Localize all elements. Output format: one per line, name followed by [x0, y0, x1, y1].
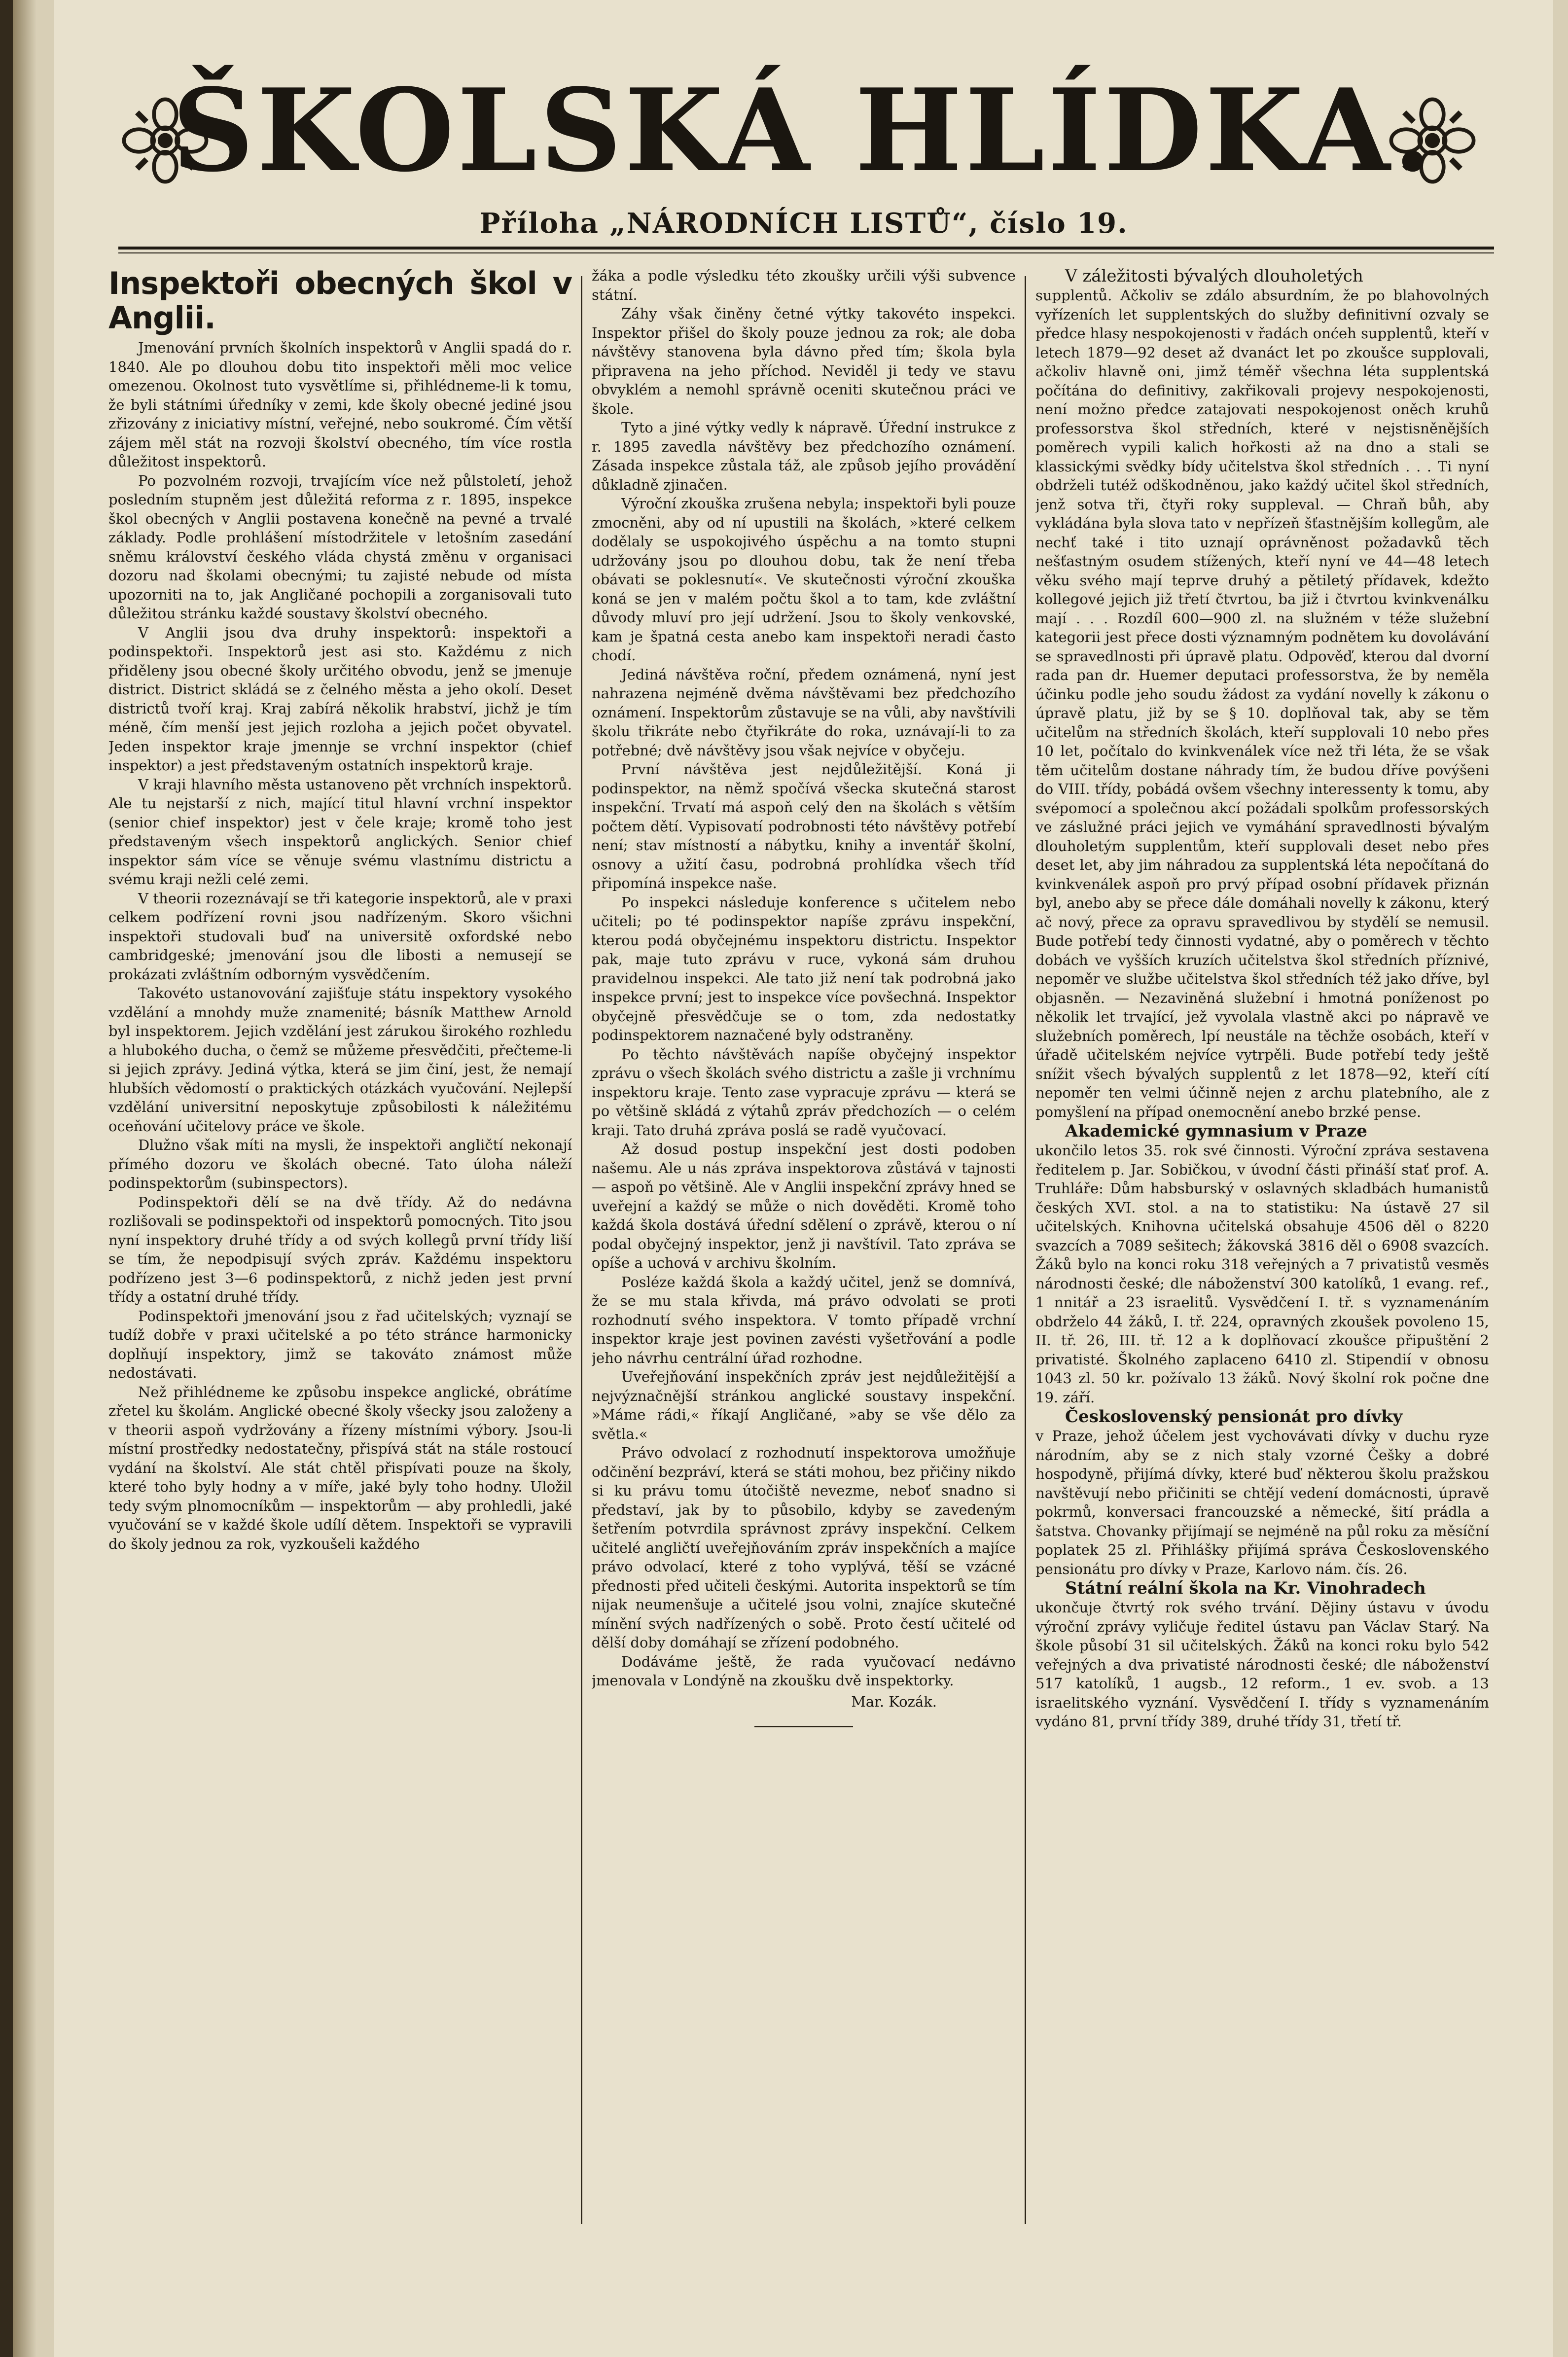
paragraph: Po inspekci následuje konference s učitelem nebo učiteli; po té podinspektor napíše zprávu inspekční, kterou podá obyčejnému inspektoru districtu. Inspektor pak, maje tuto zprávu v ruce, vykoná sám druhou pravidelnou inspekci. Ale tato již není tak podrobná jako inspekce první; jest to inspekce více povšechná. Inspektor obyčejně přesvědčuje se o tom, zda nedostatky podinspektorem naznačené byly odstraněny.	[592, 893, 1016, 1043]
paragraph: ukončuje čtvrtý rok svého trvání. Dějiny ústavu v úvodu výroční zprávy vyličuje ředitel ústavu pan Václav Starý. Na škole působí 31 sil učitelských. Žáků na konci roku bylo 542 veřejných a dva privatisté národnosti české; dle náboženství 517 katolíků, 1 augsb., 12 reform., 1 ev. svob. a 13 israelitského vyznání. Vysvědčení I. třídy s vyznamenáním vydáno 81, první třídy 389, druhé třídy 31, třetí tř.	[1035, 1599, 1489, 1730]
book-gutter	[13, 0, 36, 2357]
author-signature: Mar. Kozák.	[851, 1693, 937, 1710]
paragraph: Jmenování prvních školních inspektorů v Anglii spadá do r. 1840. Ale po dlouhou dobu tito inspektoři měli moc velice omezenou. Okolnost tuto vysvětlíme si, přihlédneme-li k tomu, že byli státními úředníky v zemi, kde školy obecné jediné jsou zřizovány z iniciativy místní, veřejné, nebo soukromé. Čím větší zájem měl stát na rozvoji školství obecného, tím více rostla důležitost inspektorů.	[108, 339, 572, 470]
paragraph: Posléze každá škola a každý učitel, jenž se domnívá, že se mu stala křivda, má právo odvolati se proti rozhodnutí svého inspektora. V tomto případě vrchní inspektor kraje jest povinen zavésti vyšetřování a podle jeho návrhu centrální úřad rozhodne.	[592, 1273, 1016, 1366]
paragraph: První návštěva jest nejdůležitější. Koná ji podinspektor, na němž spočívá všecka skutečná starost inspekční. Trvatí má aspoň celý den na školách s větším počtem dětí. Vypisovatí podrobnosti této návštěvy potřebí není; stav místností a nábytku, knihy a inventář školní, osnovy a užití času, podrobná prohlídka všech tříd připomíná inspekce naše.	[592, 761, 1016, 892]
paragraph: V theorii rozeznávají se tři kategorie inspektorů, ale v praxi celkem podřízení rovni jsou nadřízeným. Skoro všichni inspektoři studovali buď na universitě oxfordské nebo cambridgeské; jmenování jsou dle libosti a nemusejí se prokázati zvláštním odborným vysvědčením.	[108, 890, 572, 983]
column-divider	[581, 276, 582, 2224]
end-rule	[754, 1726, 853, 1727]
newspaper-title: ŠKOLSKÁ HLÍDKA.	[172, 64, 1436, 197]
paragraph: Podinspektoři dělí se na dvě třídy. Až do nedávna rozlišovali se podinspektoři od inspektorů pomocných. Tito jsou nyní inspektory druhé třídy a od svých kollegů první třídy liší se tím, že nepodpisují svých zpráv. Každému inspektoru podřízeno jest 3—6 podinspektorů, z nichž jeden jest první třídy a ostatní druhé třídy.	[108, 1193, 572, 1305]
paragraph: Záhy však činěny četné výtky takovéto inspekci. Inspektor přišel do školy pouze jednou za rok; ale doba návštěvy stanovena byla dávno před tím; škola byla připravena na jeho příchod. Neviděl ji tedy ve stavu obvyklém a nemohl správně oceniti skutečnou práci ve škole.	[592, 305, 1016, 417]
paragraph: v Praze, jehož účelem jest vychovávati dívky v duchu ryze národním, aby se z nich staly vzorné Češky a dobré hospodyně, přijímá dívky, které buď některou školu pražskou navštěvují nebo přičiniti se chtějí vedení domácnosti, úpravě pokrmů, konversaci francouzské a německé, šití prádla a šatstva. Chovanky přijímají se nejméně na půl roku za měsíční poplatek 25 zl. Přihlášky přijímá správa Československého pensionátu pro dívky v Praze, Karlovo nám. čís. 26.	[1035, 1428, 1489, 1577]
paragraph: Dodáváme ještě, že rada vyučovací nedávno jmenovala v Londýně na zkoušku dvě inspektorky.	[592, 1653, 1016, 1689]
supplement-line: Příloha „NÁRODNÍCH LISTŮ“, číslo 19.	[479, 207, 1128, 240]
newspaper-page	[54, 0, 1553, 2357]
column-3	[1035, 266, 1489, 2318]
column-1	[108, 266, 572, 2318]
section-heading: Akademické gymnasium v Praze	[1065, 1121, 1367, 1141]
paragraph: Po těchto návštěvách napíše obyčejný inspektor zprávu o všech školách svého districtu a zašle ji vrchnímu inspektoru kraje. Tento zase vypracuje zprávu — která se po většině skládá z výtahů zpráv předchozích — o celém kraji. Tato druhá zpráva poslá se radě vyučovací.	[592, 1045, 1016, 1139]
column-divider	[1025, 276, 1026, 2224]
masthead	[54, 64, 1553, 197]
paragraph: Jediná návštěva roční, předem oznámená, nyní jest nahrazena nejméně dvěma návštěvami bez předchozího oznámení. Inspektorům zůstavuje se na vůli, aby navštívili školu třikráte nebo čtyřikráte do roka, uznávají-li to za potřebné; dvě návštěvy jsou však nejvíce v obyčeju.	[592, 666, 1016, 759]
paragraph: Až dosud postup inspekční jest dosti podoben našemu. Ale u nás zpráva inspektorova zůstává v tajnosti — aspoň po většině. Ale v Anglii inspekční zprávy hned se uveřejní a každý se může o nich dověděti. Kromě toho každá škola dostává úřední sdělení o zprávě, kterou o ní podal obyčejný inspektor, jenž ji navštívil. Tato zpráva se opíše a uchová v archivu školním.	[592, 1141, 1016, 1271]
column-2	[592, 266, 1016, 2318]
paragraph: Takovéto ustanovování zajišťuje státu inspektory vysokého vzdělání a mnohdy muže znamenité; básník Matthew Arnold byl inspektorem. Jejich vzdělání jest zárukou širokého rozhledu a hlubokého ducha, o čemž se můžeme přesvědčiti, přečteme-li si jejich zprávy. Jediná výtka, která se jim činí, jest, že nemají hlubších vědomostí o praktických otázkách vyučování. Nejlepší vzdělání universitní neposkytuje způsobilosti k náležitému oceňování učitelovy práce ve škole.	[108, 985, 572, 1135]
paragraph: Právo odvolací z rozhodnutí inspektorova umožňuje odčinění bezpráví, která se státi mohou, bez přičiny nikdo si ku právu tomu útočiště nevezme, neboť snadno si představí, jak by to působilo, kdyby se zavedeným šetřením potvrdila správnost zprávy inspekční. Celkem učitelé angličtí uveřejňováním zpráv inspekčních a majíce právo odvolací, které z toho vyplývá, těší se vzácné přednosti před učiteli českými. Autorita inspektorů se tím nijak neumenšuje a učitelé jsou volni, znajíce skutečné mínění svých nadřízených o sobě. Proto čestí učitelé od dělší doby domáhají se zřízení podobného.	[592, 1444, 1016, 1651]
paragraph: V kraji hlavního města ustanoveno pět vrchních inspektorů. Ale tu nejstarší z nich, mající titul hlavní vrchní inspektor (senior chief inspektor) jest v čele kraje; kromě toho jest představeným všech inspektorů anglických. Senior chief inspektor sám více se věnuje svému vlastnímu districtu a svému kraji nežli celé zemi.	[108, 776, 572, 888]
paragraph: Tyto a jiné výtky vedly k nápravě. Úřední instrukce z r. 1895 zavedla návštěvy bez předchozího oznámení. Zásada inspekce zůstala táž, ale způsob jejího provádění důkladně zjinačen.	[592, 419, 1016, 493]
section-heading: V záležitosti bývalých dlouholetých	[1065, 266, 1363, 286]
book-spine-shadow	[0, 0, 13, 2357]
section-heading: Státní reální škola na Kr. Vinohradech	[1065, 1578, 1426, 1598]
paragraph: supplentů. Ačkoliv se zdálo absurdním, že po blahovolných vyřízeních let supplentských do služby definitivní ozvaly se předce hlasy nespokojenosti v řadách onćeh supplentů, kteří v letech 1879—92 deset až dvanáct let po zkoušce supplovali, ačkoliv hlavně oni, jimž téměř všechna léta supplentská počítána do definitivy, zakřikovali projevy nespokojenosti, není možno předce zatajovati nespokojenost oněch kruhů professorstva škol středních, které v nejstisněnějších poměrech vypili kalich hořkosti až na dno a stali se klassickými svědky bídy učitelstva škol středních . . . Ti nyní obdrželi tutéž odškodněnou, jako každý učitel škol středních, jenž sotva tři, čtyři roky suppleval. — Chraň bůh, aby vykládána byla slova tato v nepřízeň šťastnějším kollegům, ale nechť také i tito uznají oprávněnost požadavků těch nešťastným osudem stížených, kteří nyní ve 44—48 letech věku svého mají teprve druhý a pětiletý přídavek, kdežto kollegové jejich již třetí čtvrtou, ba již i čtvrtou kvinkvenálku mají . . . Rozdíl 600—900 zl. na služném v téže služební kategorii jest přece dosti významným podnětem ku dovolávání se spravedlnosti při úpravě platu. Odpověď, kterou dal dvorní rada pan dr. Huemer deputaci professorstva, že by neměla účinku podle jeho soudu žádost za vydání novelly k zákonu o úpravě platu, již by se § 10. doplňoval tak, aby se těm učitelům na středních školách, kteří supplovali 10 nebo přes 10 let, počítalo do kvinkvenálek více než tři léta, že se však těm učitelům dostane náhrady tím, že budou dříve povýšeni do VIII. třídy, pobádá ovšem všechny interessenty k tomu, aby svépomocí a společnou akcí požádali spolkům professorských ve záslužné práci jejich ve vymáhání spravedlnosti bývalým dlouholetým supplentům, kteří supplovali deset nebo přes deset let, aby jim náhradou za supplentská léta nepočítaná do kvinkvenálek aspoň pro prvý případ osobní přídavek přiznán byl, anebo aby se přece dále domáhali novelly k zákonu, který ač nový, přece za opravu spravedlivou by stydělí se nemusil. Bude potřebí tedy činnosti vydatné, aby o poměrech v těchto dobách ve vyšších kruzích učitelstva škol středních příznivé, nepoměr ve službe učitelstva škol středních též jako dříve, byl objasněn. — Nezaviněná služební i hmotná poníženost po několik let trvající, jež vyvolala vlastně akci po nápravě ve služebních poměrech, lpí neustále na těchže osobách, kteří v úřadě učitelském nejvíce vytrpěli. Bude potřebí tedy ještě snížit všech bývalých supplentů z let 1878—92, kteří cítí nepoměr ten velmi účinně nejen z archu platebního, ale z pomyšlení na případ onemocnění anebo brzké pense.	[1035, 287, 1489, 1120]
section-heading: Československý pensionát pro dívky	[1065, 1407, 1403, 1427]
paragraph: Dlužno však míti na mysli, že inspektoři angličtí nekonají přímého dozoru ve školách obecné. Tato úloha náleží podinspektorům (subinspectors).	[108, 1137, 572, 1191]
paragraph: V Anglii jsou dva druhy inspektorů: inspektoři a podinspektoři. Inspektorů jest asi sto. Každému z nich přiděleny jsou obecné školy určitého obvodu, jenž se jmenuje district. District skládá se z čelného města a jeho okolí. Deset districtů tvoří kraj. Kraj zabírá několik hrabství, jichž je tím méně, čím menší jest jejich rozloha a jejich počet obyvatel. Jeden inspektor kraje jmennje se vrchní inspektor (chief inspektor) a jest představeným ostatních inspektorů kraje.	[108, 624, 572, 774]
masthead-rule-thin	[118, 252, 1494, 253]
masthead-rule	[118, 247, 1494, 250]
paragraph: žáka a podle výsledku této zkoušky určili výši subvence státní.	[592, 267, 1016, 303]
article-headline: Inspektoři obecných škol v Anglii.	[108, 266, 572, 336]
paragraph: Po pozvolném rozvoji, trvajícím více než půlstoletí, jehož posledním stupněm jest důležitá reforma z r. 1895, inspekce škol obecných v Anglii postavena konečně na pevné a trvalé základy. Podle prohlášení místodržitele v letošním zasedání sněmu království českého vláda chystá změnu v organisaci dozoru nad školami obecnými; tu zajisté nebude od místa upozorniti na to, jak Angličané pochopili a zorganisovali tuto důležitou stránku každé soustavy školství obecného.	[108, 472, 572, 622]
paragraph: Výroční zkouška zrušena nebyla; inspektoři byli pouze zmocněni, aby od ní upustili na školách, »které celkem dodělaly se uspokojivého úspěchu a na tomto stupni udržovány jsou po dlouhou dobu, tak že není třeba obávati se poklesnutí«. Ve skutečnosti výroční zkouška koná se jen v malém počtu škol a to tam, kde zvláštní důvody mluví pro její udržení. Jsou to školy venkovské, kam je špatná cesta anebo kam inspektoři neradi často chodí.	[592, 495, 1016, 664]
paragraph: Podinspektoři jmenování jsou z řad učitelských; vyznají se tudíž dobře v praxi učitelské a po této stránce harmonicky doplňují inspektory, jimž se takováto známost může nedostávati.	[108, 1307, 572, 1381]
paragraph: ukončilo letos 35. rok své činnosti. Výroční zpráva sestavena ředitelem p. Jar. Sobičkou, v úvodní části přináší stať prof. A. Truhláře: Dům habsburský v oslavných skladbách humanistů českých XVI. stol. a na to statistiku: Na ústavě 27 sil učitelských. Knihovna učitelská obsahuje 4506 děl o 8220 svazcích a 7089 sešitech; žákovská 3816 děl o 6908 svazcích. Žáků bylo na konci roku 318 veřejných a 7 privatistů vesměs národnosti české; dle náboženství 300 katolíků, 1 evang. ref., 1 nnitář a 23 israelitů. Vysvědčení I. tř. s vyznamenáním obdrželo 44 žáků, I. tř. 224, opravných zkoušek povoleno 15, II. tř. 26, III. tř. 12 a k doplňovací zkoušce připuštění 2 privatisté. Školného zaplaceno 6410 zl. Stipendií v obnosu 1043 zl. 50 kr. požívalo 13 žáků. Nový školní rok počne dne 19. září.	[1035, 1142, 1489, 1406]
paragraph: Uveřejňování inspekčních zpráv jest nejdůležitější a nejvýznačnější stránkou anglické soustavy inspekční. »Máme rádi,« říkají Angličané, »aby se vše dělo za světla.«	[592, 1368, 1016, 1442]
paragraph: Než přihlédneme ke způsobu inspekce anglické, obrátíme zřetel ku školám. Anglické obecné školy všecky jsou založeny a v theorii aspoň vydržovány a řízeny místními výbory. Jsou-li místní prostředky nedostatečny, přispívá stát na stále rostoucí vydání na školství. Ale stát chtěl přispívati pouze na školy, které toho byly hodny a v míře, jaké byly toho hodny. Uložil tedy svým plnomocníkům — inspektorům — aby prohledli, jaké vyučování se v každé škole udílí dětem. Inspektoři se vypravili do školy jednou za rok, vyzkoušeli každého	[108, 1383, 572, 1552]
